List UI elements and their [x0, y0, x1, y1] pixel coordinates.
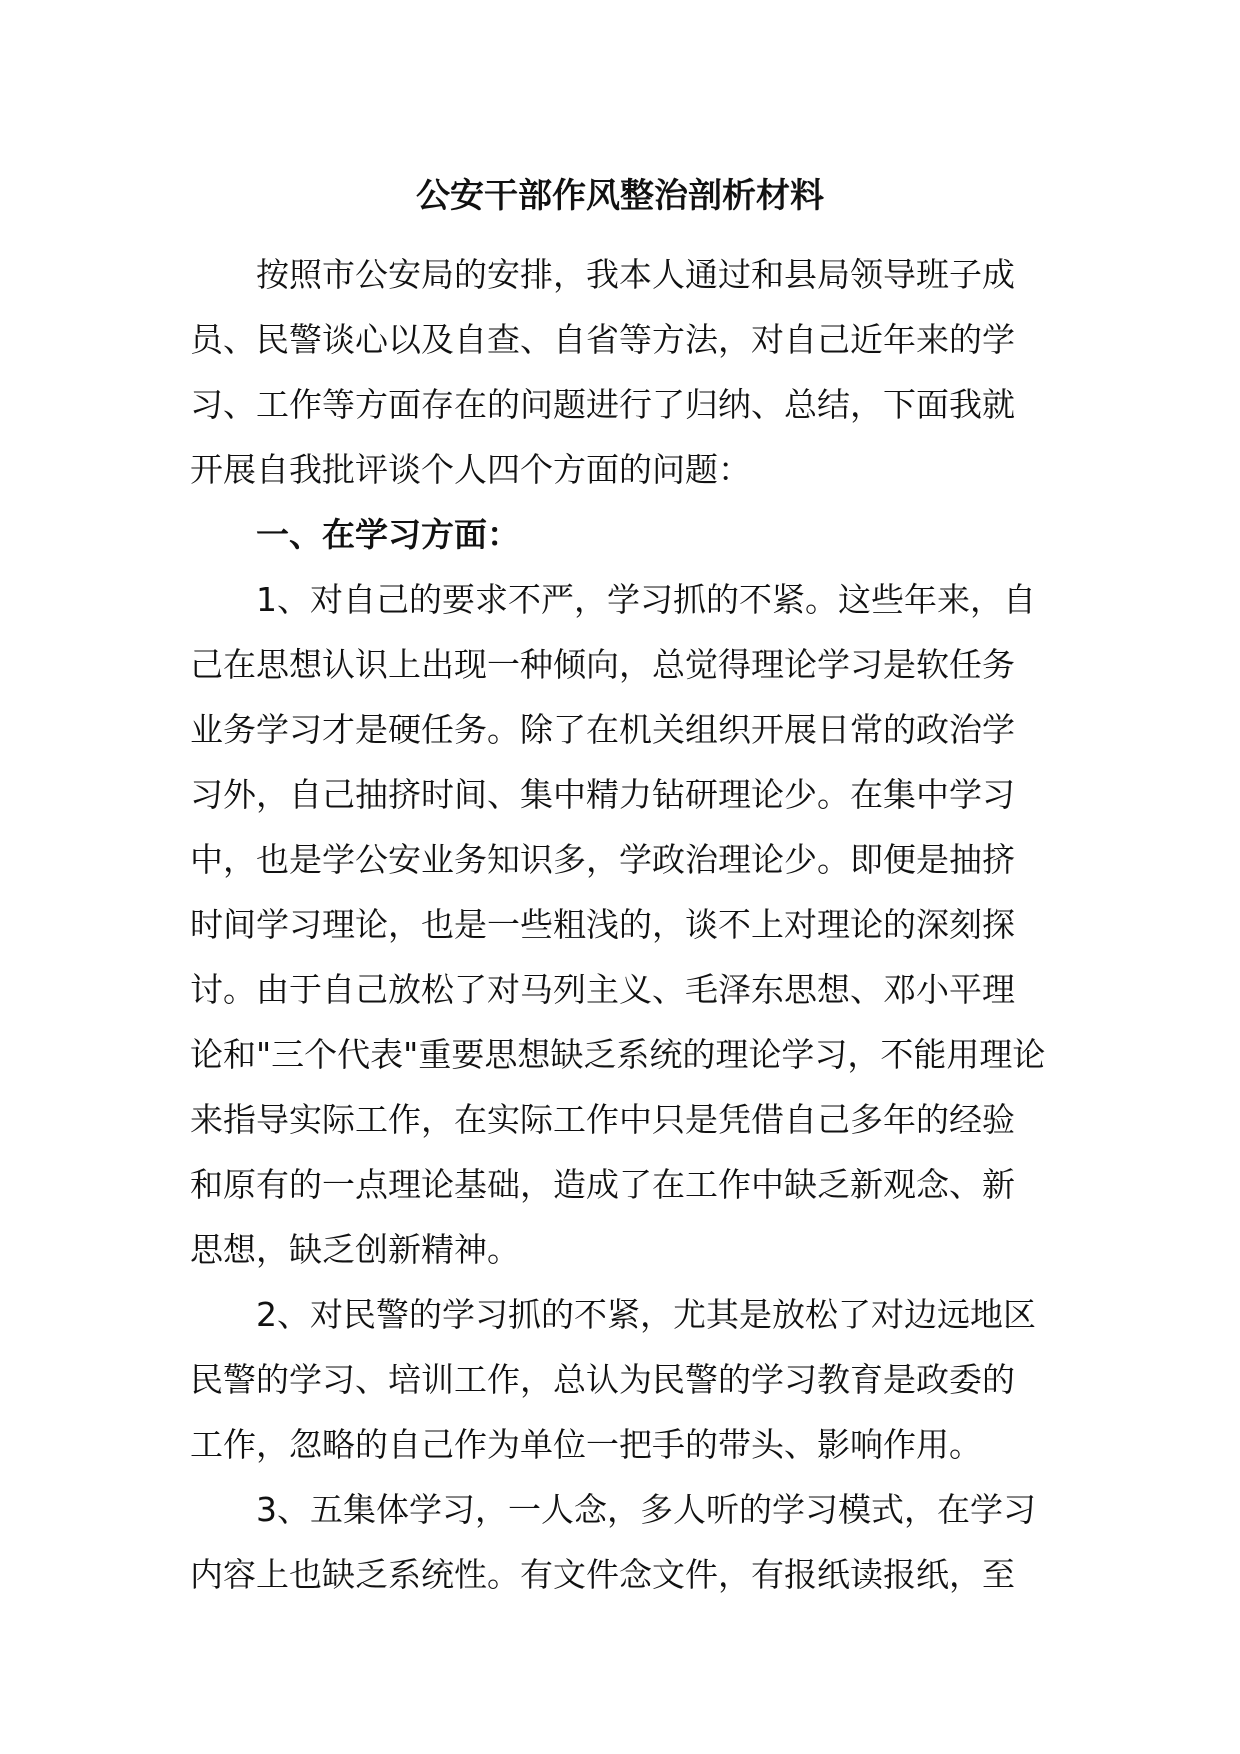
text-line: 思想，缺乏创新精神。	[190, 1230, 520, 1269]
text-line: 2、对民警的学习抓的不紧，尤其是放松了对边远地区	[256, 1295, 1036, 1334]
text-line: 工作，忽略的自己作为单位一把手的带头、影响作用。	[190, 1425, 982, 1464]
document-title: 公安干部作风整治剖析材料	[416, 176, 824, 216]
text-line: 中，也是学公安业务知识多，学政治理论少。即便是抽挤	[190, 840, 1015, 879]
text-line: 按照市公安局的安排，我本人通过和县局领导班子成	[256, 255, 1015, 294]
text-line: 员、民警谈心以及自查、自省等方法，对自己近年来的学	[190, 320, 1015, 359]
text-line: 1、对自己的要求不严，学习抓的不紧。这些年来，自	[256, 580, 1036, 619]
text-line: 和原有的一点理论基础，造成了在工作中缺乏新观念、新	[190, 1165, 1015, 1204]
text-line: 业务学习才是硬任务。除了在机关组织开展日常的政治学	[190, 710, 1015, 749]
text-line: 时间学习理论，也是一些粗浅的，谈不上对理论的深刻探	[190, 905, 1015, 944]
text-line: 3、五集体学习，一人念，多人听的学习模式，在学习	[256, 1490, 1036, 1529]
text-line: 开展自我批评谈个人四个方面的问题：	[190, 450, 751, 489]
text-line: 习外，自己抽挤时间、集中精力钻研理论少。在集中学习	[190, 775, 1015, 814]
text-line: 习、工作等方面存在的问题进行了归纳、总结，下面我就	[190, 385, 1015, 424]
text-line: 论和"三个代表"重要思想缺乏系统的理论学习，不能用理论	[190, 1035, 1046, 1074]
text-line: 来指导实际工作，在实际工作中只是凭借自己多年的经验	[190, 1100, 1015, 1139]
text-line: 民警的学习、培训工作，总认为民警的学习教育是政委的	[190, 1360, 1015, 1399]
section-heading: 一、在学习方面：	[256, 515, 520, 554]
text-line: 内容上也缺乏系统性。有文件念文件，有报纸读报纸，至	[190, 1555, 1015, 1594]
text-line: 己在思想认识上出现一种倾向，总觉得理论学习是软任务	[190, 645, 1015, 684]
document-body	[190, 242, 1052, 1607]
text-line: 讨。由于自己放松了对马列主义、毛泽东思想、邓小平理	[190, 970, 1015, 1009]
